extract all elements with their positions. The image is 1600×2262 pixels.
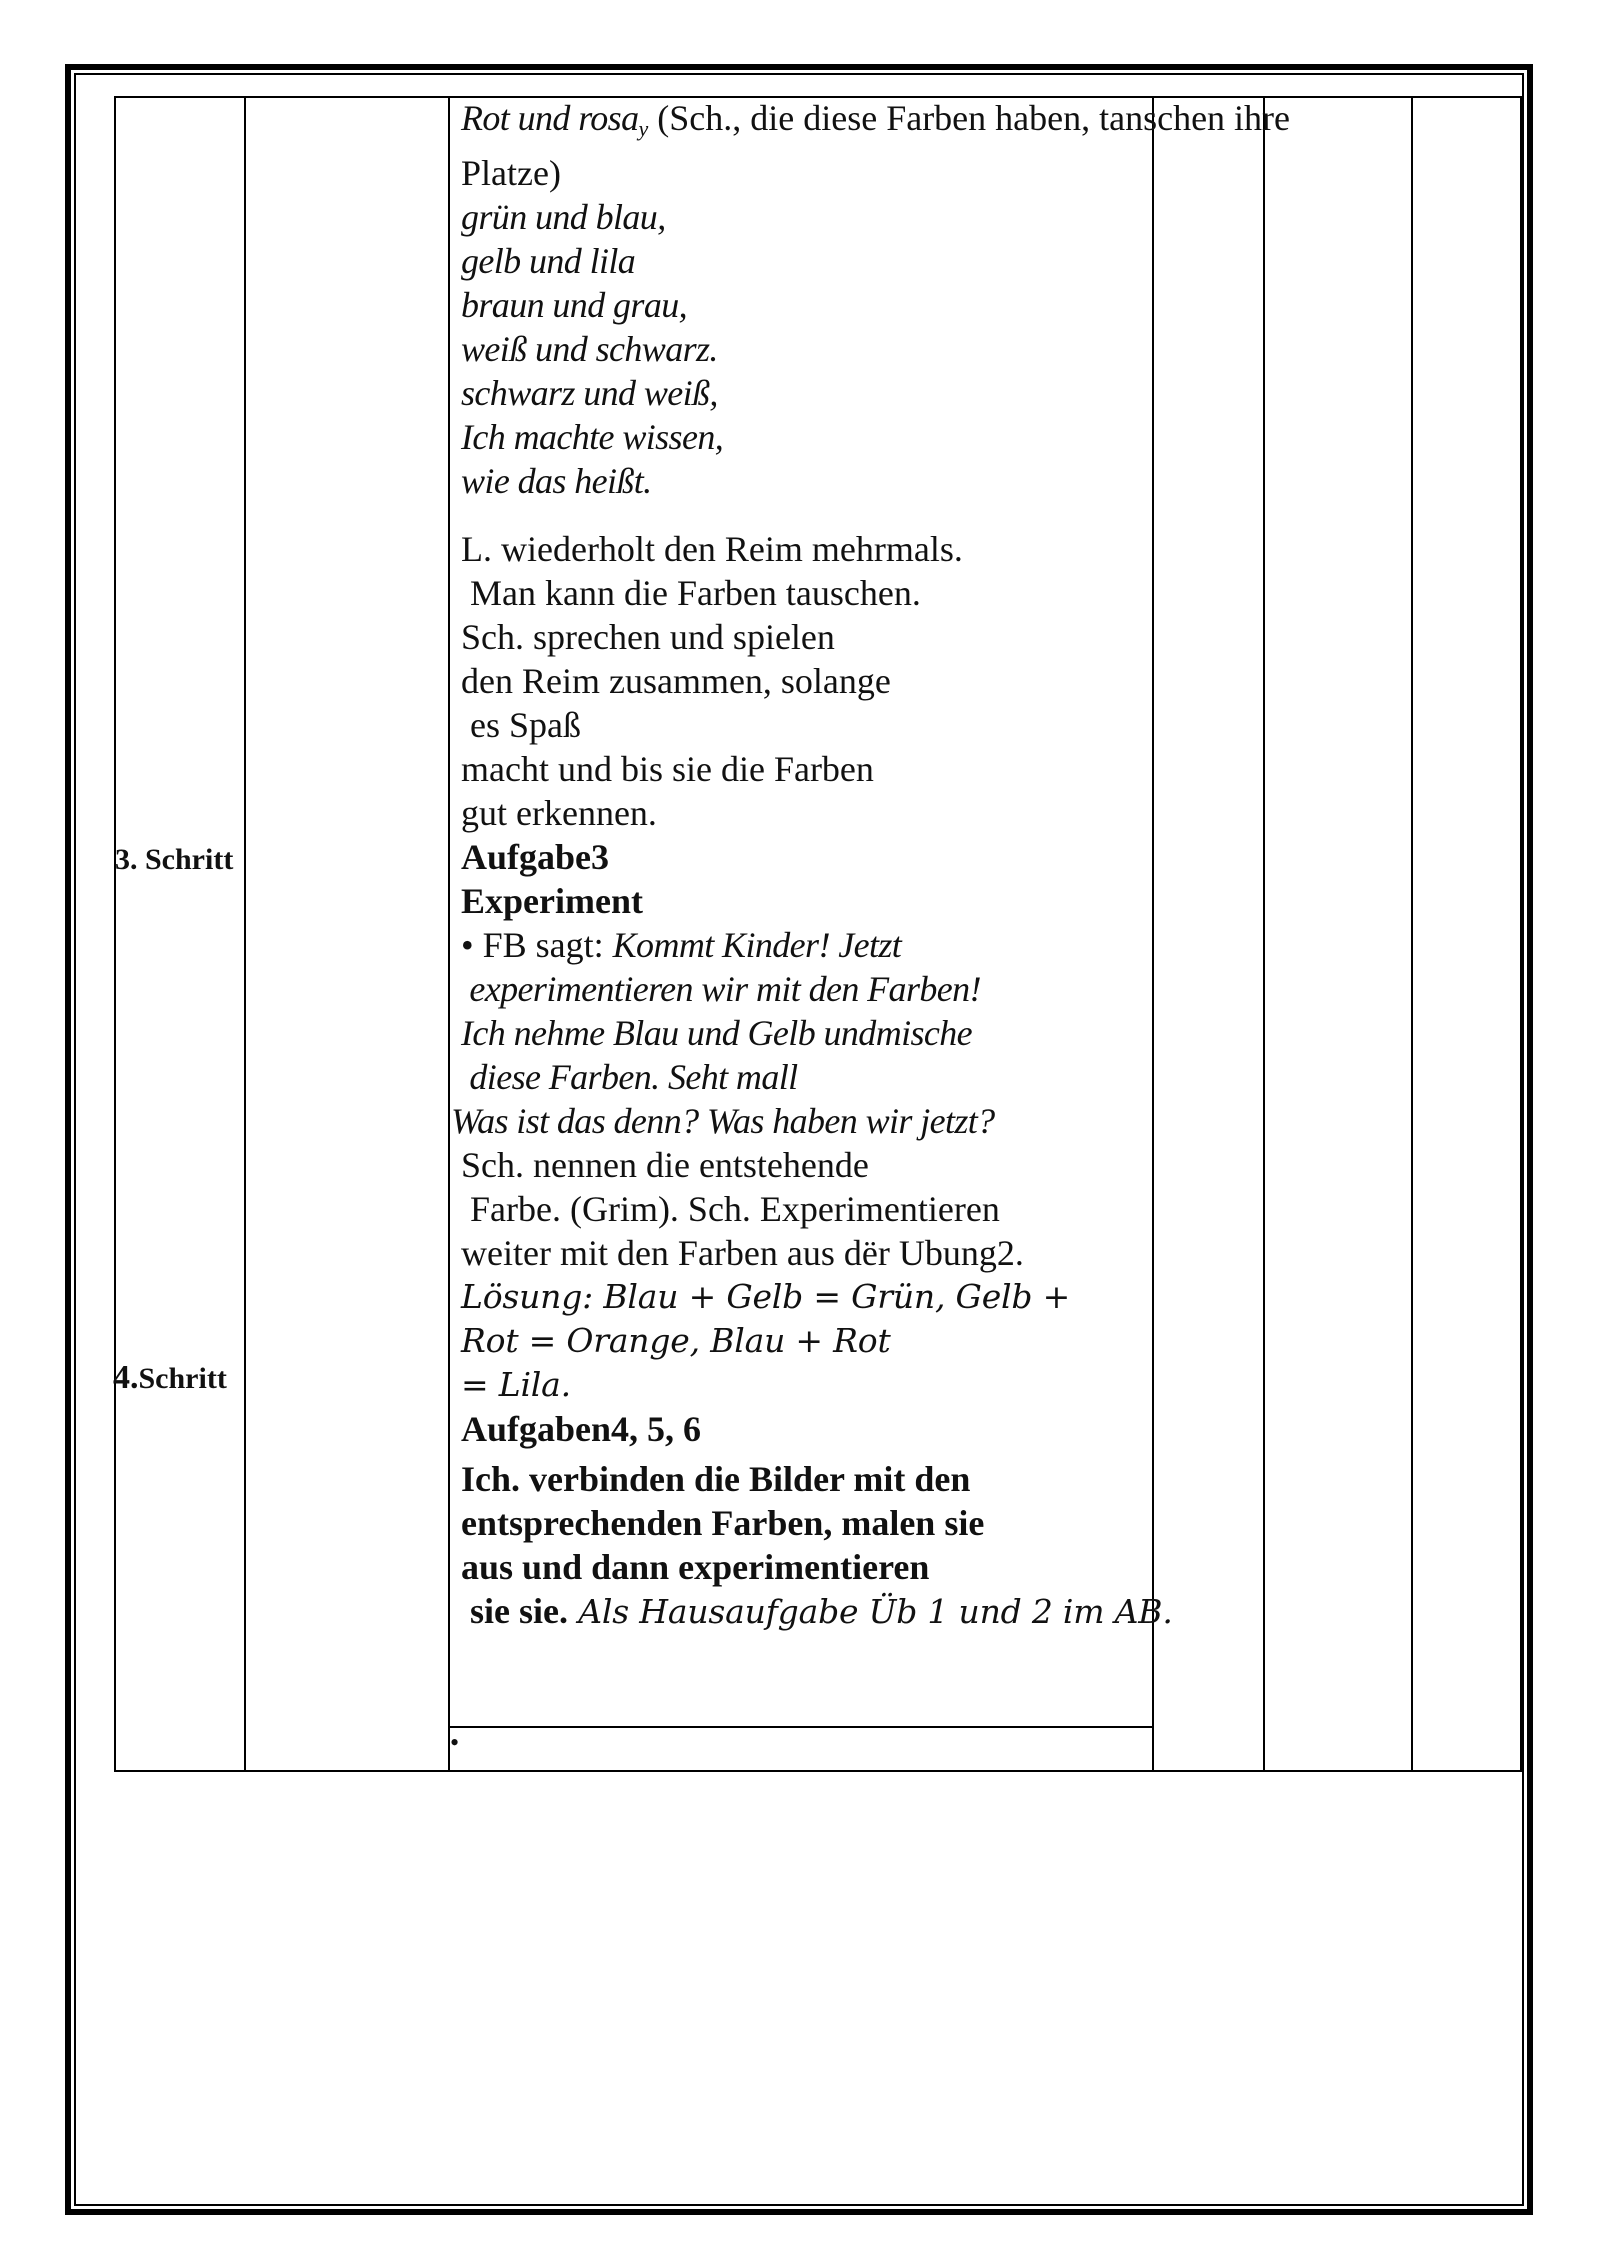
rhyme-line: schwarz und weiß, [461, 373, 718, 413]
task-3-subtitle: Experiment [461, 881, 643, 921]
rhyme-line-2: Platze) [461, 153, 561, 193]
task-456-title: Aufgaben4, 5, 6 [461, 1409, 702, 1449]
rhyme-line-1 [461, 96, 1291, 151]
after-line: Farbe. (Grim). Sch. Experimentieren [461, 1189, 1000, 1229]
after-line: weiter mit den Farben aus dër Ubung2. [461, 1233, 1024, 1273]
task-456-line: Ich. verbinden die Bilder mit den [461, 1459, 971, 1499]
rhyme-line: Ich machte wissen, [461, 417, 724, 457]
table-col-line-5 [1263, 96, 1265, 1771]
speech-line: Ich nehme Blau und Gelb undmische [461, 1013, 973, 1053]
bottom-bullet: • [450, 1728, 460, 1757]
rhyme-line: gelb und lila [461, 241, 636, 281]
instruction-line: L. wiederholt den Reim mehrmals. [461, 529, 963, 569]
table-col-line-6 [1411, 96, 1413, 1771]
instruction-line: macht und bis sie die Farben [461, 749, 874, 789]
table-col-line-2 [244, 96, 246, 1771]
solution-line: Lösung: Blau + Gelb = Grün, Gelb + [461, 1277, 1071, 1316]
table-col-line-1 [114, 96, 116, 1771]
step-4-number: 4. [113, 1359, 139, 1396]
fb-speech: Kommt Kinder! Jetzt [612, 925, 902, 965]
instruction-line: den Reim zusammen, solange [461, 661, 891, 701]
homework-bold: sie sie. [461, 1591, 568, 1631]
solution-line: Rot = Orange, Blau + Rot [461, 1321, 891, 1360]
rhyme-line: braun und grau, [461, 285, 688, 325]
content-cell-divider [448, 1726, 1152, 1728]
rhyme-line: weiß und schwarz. [461, 329, 718, 369]
rhyme-subscript: y [638, 116, 649, 141]
solution-line: = Lila. [461, 1365, 571, 1404]
task-3-title: Aufgabe3 [461, 837, 610, 877]
speech-line: diese Farben. Seht mall [461, 1057, 798, 1097]
homework-line [461, 1589, 1173, 1634]
instruction-line: es Spaß [461, 705, 581, 745]
instruction-line: Sch. sprechen und spielen [461, 617, 835, 657]
fb-prefix: • FB sagt: [461, 925, 613, 965]
table-bottom-border [114, 1770, 1524, 1772]
speech-line: experimentieren wir mit den Farben! [461, 969, 981, 1009]
table-col-line-3 [448, 96, 450, 1771]
instruction-line: gut erkennen. [461, 793, 657, 833]
rhyme-line: grün und blau, [461, 197, 666, 237]
step-4-text: Schritt [138, 1362, 227, 1395]
lesson-content [451, 96, 1291, 1634]
table-col-line-7 [1520, 96, 1522, 1771]
homework-italic: Als Hausaufgabe Üb 1 und 2 im AB. [567, 1592, 1173, 1631]
step-4-label [113, 1359, 227, 1397]
rhyme-note: (Sch., die diese Farben haben, tanschen ihre [648, 98, 1291, 138]
task-456-line: entsprechenden Farben, malen sie [461, 1503, 985, 1543]
task-456-line: aus und dann experimentieren [461, 1547, 930, 1587]
step-3-label: 3. Schritt [115, 843, 234, 876]
instruction-line: Man kann die Farben tauschen. [461, 573, 921, 613]
rhyme-line: wie das heißt. [461, 461, 652, 501]
fb-says-line [461, 923, 1161, 967]
rhyme-colors-italic: Rot und rosa [461, 98, 639, 138]
after-line: Sch. nennen die entstehende [461, 1145, 869, 1185]
speech-line: Was ist das denn? Was haben wir jetzt? [451, 1101, 995, 1141]
